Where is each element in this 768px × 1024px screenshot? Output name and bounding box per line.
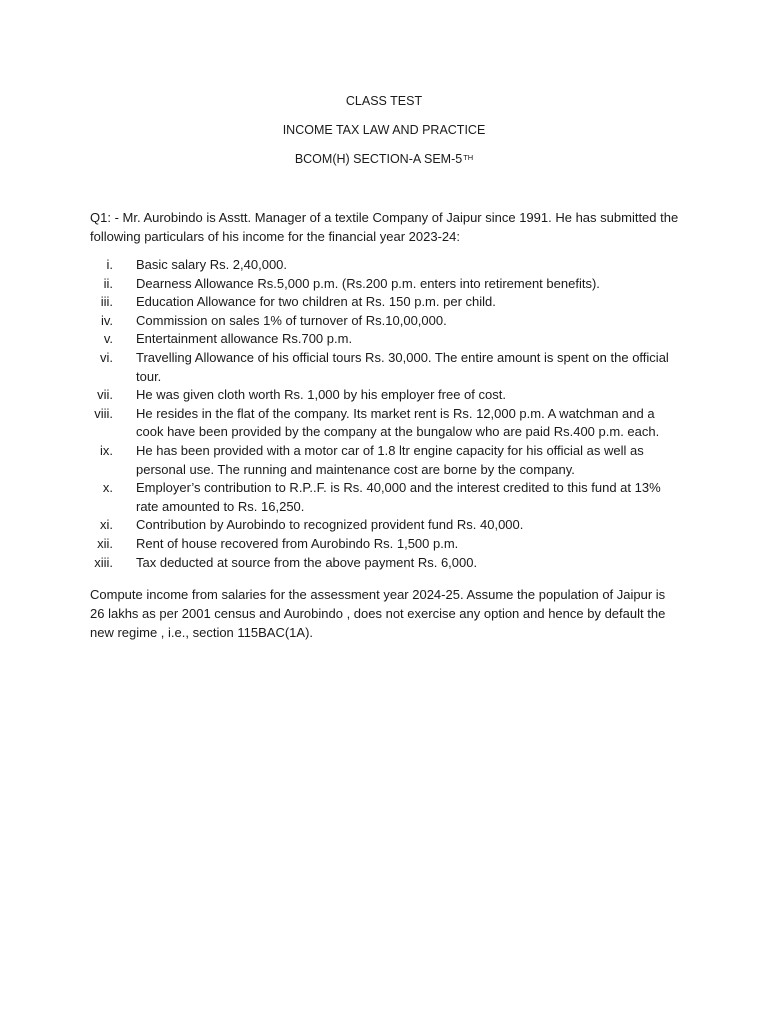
list-item — [0, 275, 768, 294]
list-item — [0, 386, 768, 405]
class-section-title — [0, 151, 768, 167]
item-number: ix. — [100, 442, 113, 458]
list-item — [0, 405, 768, 442]
item-text: Entertainment allowance Rs.700 p.m. — [136, 331, 353, 347]
item-number: x. — [102, 480, 113, 496]
list-item — [0, 330, 768, 349]
list-item — [0, 293, 768, 312]
item-text: He has been provided with a motor car of 1.8 ltr engine capacity for his official as well as personal use. The running and maintenance cost are borne by the company. — [136, 442, 644, 477]
item-number: v. — [103, 331, 113, 347]
item-text: Dearness Allowance Rs.5,000 p.m. (Rs.200 p.m. enters into retirement benefits). — [136, 275, 600, 291]
item-number: iii. — [100, 294, 113, 310]
list-item — [0, 312, 768, 331]
item-number: viii. — [94, 405, 113, 421]
class-section-text: BCOM(H) SECTION-A SEM-5 — [294, 152, 463, 166]
list-item — [0, 349, 768, 386]
test-title: CLASS TEST — [345, 94, 423, 108]
item-text: Travelling Allowance of his official tours Rs. 30,000. The entire amount is spent on the official tour. — [136, 349, 669, 384]
item-number: ii. — [103, 275, 113, 291]
item-number: xii. — [97, 535, 113, 551]
list-item — [0, 516, 768, 535]
list-item — [0, 256, 768, 275]
item-text: He resides in the flat of the company. Its market rent is Rs. 12,000 p.m. A watchman and a cook have been provided by the company at the bungalow who are paid Rs.400 p.m. each. — [136, 405, 660, 440]
list-item — [0, 442, 768, 479]
question-intro: Q1: - Mr. Aurobindo is Asstt. Manager of a textile Company of Jaipur since 1991. He has submitted the following particulars of his income for the financial year 2023-24: — [90, 210, 679, 244]
item-text: He was given cloth worth Rs. 1,000 by his employer free of cost. — [136, 387, 506, 403]
particulars-list — [0, 256, 768, 572]
item-text: Commission on sales 1% of turnover of Rs.10,00,000. — [136, 312, 447, 328]
list-item — [0, 479, 768, 516]
item-number: vii. — [97, 387, 113, 403]
list-item — [0, 554, 768, 573]
item-number: xiii. — [94, 554, 113, 570]
item-text: Rent of house recovered from Aurobindo Rs. 1,500 p.m. — [136, 535, 459, 551]
item-number: xi. — [100, 517, 113, 533]
subject-title: INCOME TAX LAW AND PRACTICE — [282, 123, 486, 137]
item-number: vi. — [100, 349, 113, 365]
ordinal-suffix: TH — [463, 153, 474, 162]
list-item — [0, 535, 768, 554]
item-number: iv. — [100, 312, 113, 328]
item-text: Basic salary Rs. 2,40,000. — [136, 257, 288, 272]
item-text: Tax deducted at source from the above payment Rs. 6,000. — [136, 554, 478, 570]
item-number: i. — [106, 257, 113, 272]
item-text: Contribution by Aurobindo to recognized provident fund Rs. 40,000. — [136, 517, 524, 533]
item-text: Employer’s contribution to R.P..F. is Rs. 40,000 and the interest credited to this fund at 13% rate amounted to Rs. 16,250. — [136, 480, 661, 514]
question-instruction: Compute income from salaries for the assessment year 2024-25. Assume the population of Jaipur is 26 lakhs as per 2001 census and Aurobindo , does not exercise any option and hence by default the new regime , i.e., section 115BAC(1A). — [90, 587, 666, 640]
item-text: Education Allowance for two children at Rs. 150 p.m. per child. — [136, 294, 496, 310]
